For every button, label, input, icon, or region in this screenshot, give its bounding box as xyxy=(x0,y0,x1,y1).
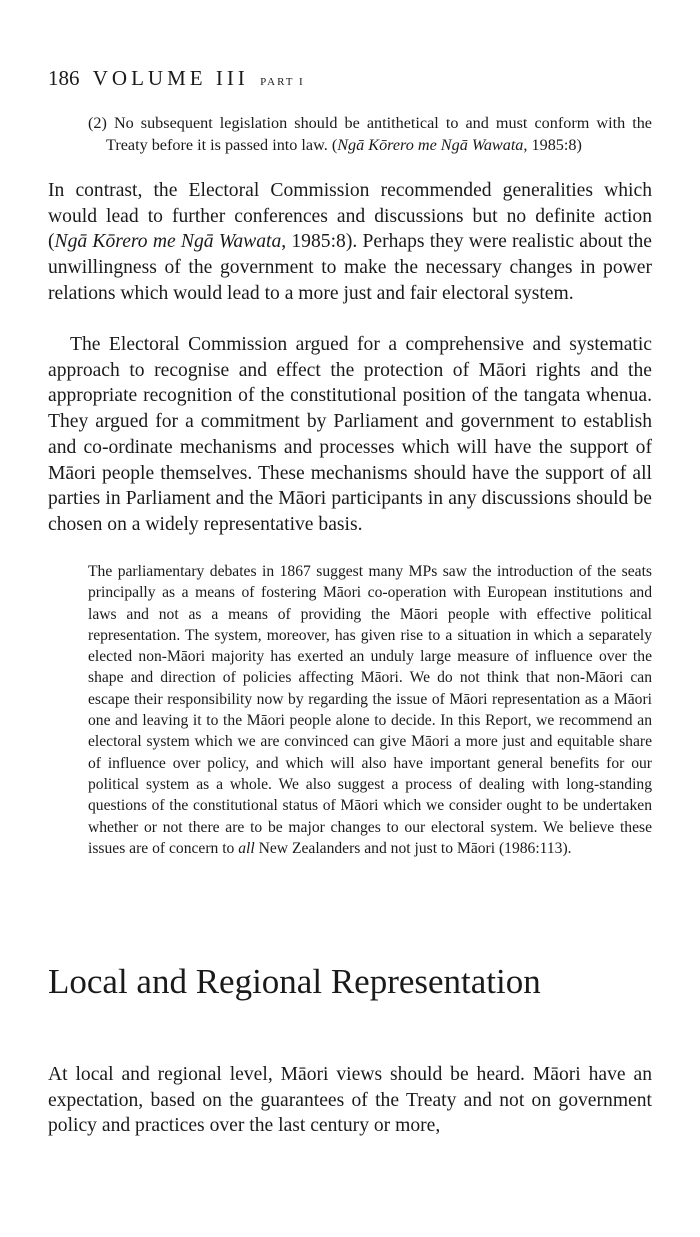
quote-paragraph xyxy=(88,113,652,156)
volume-label: VOLUME III xyxy=(92,66,249,90)
body-text: , 1985:8). Perhaps they were realistic about the unwillingness of the government to make the necessary changes in power relations which would lead to a more just and fair electoral system. xyxy=(48,231,652,304)
quote-parliamentary-debates xyxy=(88,561,652,859)
quote-text: (2) No subsequent legislation should be antithetical to and must conform with the Treaty before it is passed into law. ( xyxy=(88,114,652,154)
paragraph-comprehensive-approach xyxy=(48,332,652,538)
body-paragraph xyxy=(48,178,652,307)
page-number: 186 xyxy=(48,66,80,90)
body-paragraph: The Electoral Commission argued for a comprehensive and systematic approach to recognise and effect the protection of Māori rights and the appropriate recognition of the constitutional position of the tangata whenua. They argued for a commitment by Parliament and government to establish and co-ordinate mechanisms and processes which will have the support of Māori people themselves. These mechanisms should have the support of all parties in Parliament and the Māori participants in any discussions should be chosen on a widely representative basis. xyxy=(48,334,652,535)
paragraph-local-regional xyxy=(48,1062,652,1139)
running-head xyxy=(48,66,305,94)
body-paragraph: At local and regional level, Māori views should be heard. Māori have an expectation, based on the guarantees of the Treaty and not on government policy and practices over the last century or more, xyxy=(48,1064,652,1137)
quote-treaty-legislation xyxy=(88,113,652,156)
citation-title: Ngā Kōrero me Ngā Wawata xyxy=(337,135,524,154)
body-text: In contrast, the Electoral Commission recommended generalities which would lead to further conferences and discussions but no definite action ( xyxy=(48,180,652,253)
citation-title: Ngā Kōrero me Ngā Wawata xyxy=(54,231,282,253)
quote-text: The parliamentary debates in 1867 suggest many MPs saw the introduction of the seats principally as a means of fostering Māori co-operation with European institutions and laws and not as a means of providing the Māori people with effective political representation. The system, moreover, has given rise to a situation in which a separately elected non-Māori majority has exerted an unduly large measure of influence over the shape and direction of policies affecting Māori. We do not think that non-Māori can escape their responsibility now by regarding the issue of Māori representation as a Māori one and leaving it to the Māori people alone to decide. In this Report, we recommend an electoral system which we are convinced can give Māori a more just and equitable share of influence over policy, and which will also have important general benefits for our political system as a whole. We also suggest a process of dealing with long-standing questions of the constitutional status of Māori which we consider ought to be undertaken whether or not there are to be major changes to our electoral system. We believe these issues are of concern to xyxy=(88,563,652,857)
quote-paragraph xyxy=(88,561,652,859)
citation-year: , 1985:8) xyxy=(523,135,582,154)
quote-text: New Zealanders and not just to Māori (1986:113). xyxy=(254,839,572,857)
emphasis-word: all xyxy=(238,839,255,857)
part-label: PART I xyxy=(260,76,305,88)
section-heading: Local and Regional Representation xyxy=(48,962,541,1001)
paragraph-electoral-commission-contrast xyxy=(48,178,652,307)
